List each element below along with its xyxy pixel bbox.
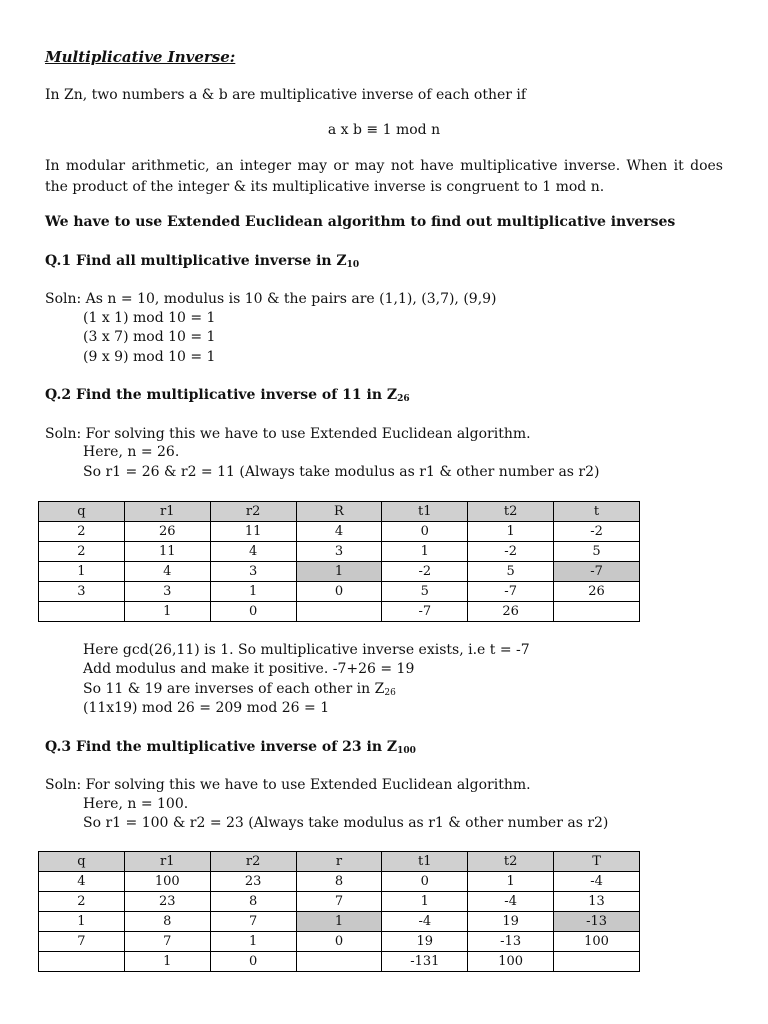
table-cell <box>39 602 125 622</box>
statement: We have to use Extended Euclidean algorithm to find out multiplicative inverses <box>45 214 676 230</box>
table-row <box>39 952 640 972</box>
table-cell: 1 <box>468 522 554 542</box>
table-cell: 1 <box>210 932 296 952</box>
table-cell: 5 <box>382 582 468 602</box>
header-cell: r1 <box>124 502 210 522</box>
table-cell: 4 <box>124 562 210 582</box>
highlighted-cell: -7 <box>554 562 640 582</box>
table-cell: 0 <box>210 602 296 622</box>
q1-heading-text: Q.1 Find all multiplicative inverse in Z <box>45 253 347 269</box>
table-cell: 19 <box>468 912 554 932</box>
table-cell: 2 <box>39 522 125 542</box>
header-cell: q <box>39 502 125 522</box>
header-cell: t1 <box>382 502 468 522</box>
q2-heading-text: Q.2 Find the multiplicative inverse of 11 in Z <box>45 387 398 403</box>
q1-soln: Soln: As n = 10, modulus is 10 & the pairs are (1,1), (3,7), (9,9) <box>45 291 497 307</box>
q3-so: So r1 = 100 & r2 = 23 (Always take modulus as r1 & other number as r2) <box>83 815 609 831</box>
table-cell <box>554 602 640 622</box>
q2-after-text: So 11 & 19 are inverses of each other in Z <box>83 681 385 697</box>
table-cell: -131 <box>382 952 468 972</box>
table-row <box>39 542 640 562</box>
q2-here: Here, n = 26. <box>83 444 180 460</box>
table-cell: 23 <box>124 892 210 912</box>
q2-so: So r1 = 26 & r2 = 11 (Always take modulus as r1 & other number as r2) <box>83 464 600 480</box>
q3-table <box>38 851 640 972</box>
table-cell: 0 <box>296 582 382 602</box>
table-cell: 4 <box>210 542 296 562</box>
table-cell: 3 <box>124 582 210 602</box>
table-header-row <box>39 502 640 522</box>
table-cell: 8 <box>124 912 210 932</box>
header-cell: r2 <box>210 852 296 872</box>
table-row <box>39 522 640 542</box>
table-row <box>39 582 640 602</box>
table-cell: 7 <box>39 932 125 952</box>
table-cell: 1 <box>124 952 210 972</box>
table-cell: 5 <box>554 542 640 562</box>
q2-after-sub: 26 <box>384 688 396 698</box>
table-cell: -4 <box>554 872 640 892</box>
table-row <box>39 932 640 952</box>
q3-heading-sub: 100 <box>397 746 416 756</box>
q3-heading-text: Q.3 Find the multiplicative inverse of 23 in Z <box>45 739 398 755</box>
table-cell: 3 <box>39 582 125 602</box>
q3-soln: Soln: For solving this we have to use Extended Euclidean algorithm. <box>45 777 531 793</box>
header-cell: R <box>296 502 382 522</box>
table-cell: 1 <box>468 872 554 892</box>
page-title: Multiplicative Inverse: <box>45 48 236 66</box>
table-row <box>39 912 640 932</box>
table-cell: 4 <box>39 872 125 892</box>
table-cell: -4 <box>382 912 468 932</box>
header-cell: r2 <box>210 502 296 522</box>
table-cell: 1 <box>124 602 210 622</box>
highlighted-cell: -13 <box>554 912 640 932</box>
q2-heading-sub: 26 <box>397 394 410 404</box>
q1-line: (9 x 9) mod 10 = 1 <box>83 349 216 365</box>
table-cell: 7 <box>296 892 382 912</box>
header-cell: r <box>296 852 382 872</box>
paragraph: In modular arithmetic, an integer may or may not have multiplicative inverse. When it does the product of the integer & its multiplicative inverse is congruent to 1 mod n. <box>45 158 723 195</box>
table-cell: 7 <box>210 912 296 932</box>
header-cell: t <box>554 502 640 522</box>
table-cell: 3 <box>210 562 296 582</box>
table-cell: 8 <box>296 872 382 892</box>
table-cell: 1 <box>382 892 468 912</box>
table-cell: -2 <box>468 542 554 562</box>
table-cell: 13 <box>554 892 640 912</box>
q1-heading-sub: 10 <box>346 260 360 270</box>
q1-line: (3 x 7) mod 10 = 1 <box>83 329 216 345</box>
table-cell: 8 <box>210 892 296 912</box>
header-cell: r1 <box>124 852 210 872</box>
table-cell: 2 <box>39 892 125 912</box>
table-cell: 26 <box>124 522 210 542</box>
table-cell: 0 <box>210 952 296 972</box>
table-cell <box>39 952 125 972</box>
q2-soln: Soln: For solving this we have to use Extended Euclidean algorithm. <box>45 426 531 442</box>
table-cell: -4 <box>468 892 554 912</box>
table-cell: 4 <box>296 522 382 542</box>
q2-table <box>38 501 640 622</box>
table-cell: 26 <box>468 602 554 622</box>
table-cell: 1 <box>382 542 468 562</box>
table-cell: 26 <box>554 582 640 602</box>
highlighted-cell: 1 <box>296 912 382 932</box>
table-cell: -2 <box>554 522 640 542</box>
table-cell: 0 <box>382 872 468 892</box>
intro-text: In Zn, two numbers a & b are multiplicative inverse of each other if <box>45 87 527 103</box>
header-cell: t2 <box>468 852 554 872</box>
table-cell: 100 <box>124 872 210 892</box>
table-cell: 3 <box>296 542 382 562</box>
table-row <box>39 892 640 912</box>
header-cell: t2 <box>468 502 554 522</box>
table-header-row <box>39 852 640 872</box>
table-cell: 100 <box>468 952 554 972</box>
q3-here: Here, n = 100. <box>83 796 189 812</box>
header-cell: q <box>39 852 125 872</box>
q1-heading <box>45 252 359 274</box>
table-cell: 1 <box>39 562 125 582</box>
table-cell <box>554 952 640 972</box>
table-row <box>39 872 640 892</box>
q2-after: Add modulus and make it positive. -7+26 = 19 <box>83 661 415 677</box>
table-cell: -13 <box>468 932 554 952</box>
table-cell: 11 <box>124 542 210 562</box>
table-cell: 0 <box>382 522 468 542</box>
q2-after: Here gcd(26,11) is 1. So multiplicative inverse exists, i.e t = -7 <box>83 642 530 658</box>
table-cell <box>296 952 382 972</box>
q2-heading <box>45 386 410 408</box>
header-cell: T <box>554 852 640 872</box>
header-cell: t1 <box>382 852 468 872</box>
table-cell: -7 <box>468 582 554 602</box>
table-cell <box>296 602 382 622</box>
table-row <box>39 562 640 582</box>
highlighted-cell: 1 <box>296 562 382 582</box>
table-cell: -2 <box>382 562 468 582</box>
formula: a x b ≡ 1 mod n <box>327 122 441 138</box>
q1-line: (1 x 1) mod 10 = 1 <box>83 310 216 326</box>
table-cell: -7 <box>382 602 468 622</box>
table-cell: 23 <box>210 872 296 892</box>
table-cell: 5 <box>468 562 554 582</box>
table-cell: 0 <box>296 932 382 952</box>
q2-after: (11x19) mod 26 = 209 mod 26 = 1 <box>83 700 330 716</box>
table-cell: 11 <box>210 522 296 542</box>
table-row <box>39 602 640 622</box>
table-cell: 1 <box>210 582 296 602</box>
table-cell: 7 <box>124 932 210 952</box>
q3-heading <box>45 738 416 760</box>
table-cell: 19 <box>382 932 468 952</box>
table-cell: 100 <box>554 932 640 952</box>
table-cell: 2 <box>39 542 125 562</box>
table-cell: 1 <box>39 912 125 932</box>
